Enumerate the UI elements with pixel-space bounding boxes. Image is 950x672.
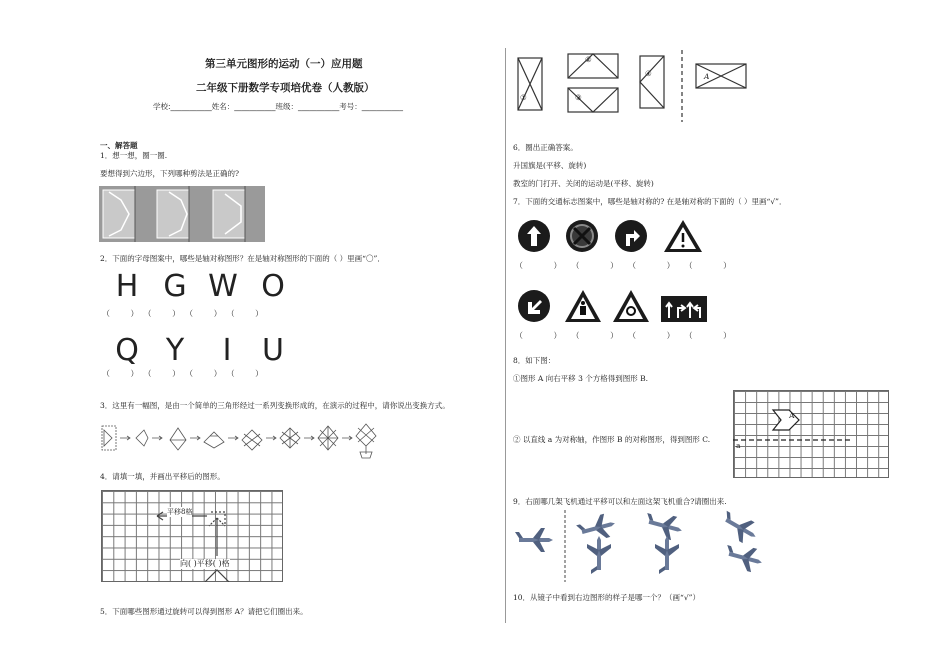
plane-option-6-icon <box>722 541 765 574</box>
grid-label-a-shape: A <box>789 411 795 420</box>
grid-label-axis-a: a <box>736 441 741 450</box>
letter-u: U <box>262 333 284 368</box>
plane-option-3-icon <box>642 510 685 542</box>
sign-left-down-arrow-icon <box>518 290 550 322</box>
triangle-transform-sequence <box>100 416 390 460</box>
symmetry-grid-figure <box>733 390 889 478</box>
letter-w: W <box>208 269 238 304</box>
student-info-line: 学校:___________姓名：___________班级：___________考号：___________ <box>153 102 404 111</box>
letter-y: Y <box>165 333 185 368</box>
rotation-rectangles <box>512 50 762 122</box>
question-1: 1．想一想，圈一圈. <box>100 151 168 160</box>
question-8-item1: ①图形 A 向右平移 3 个方格得到图形 B. <box>513 374 649 383</box>
question-2: 2．下面的字母图案中，哪些是轴对称图形？在是轴对称图形的下面的（ ）里画“〇”． <box>100 254 385 263</box>
rect-label-1: ① <box>520 93 527 102</box>
grid-label-translate-8: 平移8格 <box>167 508 193 516</box>
letter-o: O <box>261 269 285 304</box>
plane-option-4-icon <box>655 536 679 574</box>
rect-label-2: ② <box>585 55 592 64</box>
question-4: 4．请填一填，并画出平移后的图形。 <box>100 472 225 481</box>
fold-cut-figures <box>99 186 265 242</box>
question-8-item2: ② 以直线 a 为对称轴，作图形 B 的对称图形，得到图形 C. <box>513 435 711 444</box>
plane-option-2-icon <box>587 536 611 574</box>
worksheet-subtitle: 二年级下册数学专项培优卷（人教版） <box>196 82 375 94</box>
sign-answer-parens-row2[interactable]: （ ）（ ）（ ）（ ） <box>515 331 746 340</box>
plane-option-5-icon <box>717 510 762 547</box>
section-label: 一、解答题 <box>100 141 138 150</box>
letter-i: I <box>222 333 232 368</box>
answer-parens-row2[interactable]: （ ）（ ）（ ）（ ） <box>102 369 273 378</box>
question-3: 3．这里有一幅图，是由一个简单的三角形经过一系列变换形成的，在演示的过程中，请你说出变换方式。 <box>100 401 450 410</box>
rect-label-a: A <box>704 72 710 81</box>
column-divider <box>505 48 506 623</box>
question-10: 10．从镜子中看到右边图形的样子是哪一个？（画“√”） <box>513 593 700 602</box>
letter-h: H <box>115 269 139 304</box>
sign-answer-parens-row1[interactable]: （ ）（ ）（ ）（ ） <box>515 261 746 270</box>
question-9: 9．右面哪几架飞机通过平移可以和左面这架飞机重合?请圈出来. <box>513 497 727 506</box>
letter-g: G <box>163 269 187 304</box>
sign-straight-ahead-icon <box>518 220 550 252</box>
answer-parens-row1[interactable]: （ ）（ ）（ ）（ ） <box>102 309 273 318</box>
question-5: 5．下面哪些图形通过旋转可以得到图形 A？请把它们圈出来。 <box>100 607 308 616</box>
question-8: 8．如下图： <box>513 356 556 365</box>
planes-figure <box>513 510 773 582</box>
question-1-sub: 要想得到六边形，下列哪种剪法是正确的? <box>100 169 240 178</box>
plane-reference-icon <box>515 528 553 552</box>
question-7: 7．下面的交通标志图案中，哪些是轴对称的? 在是轴对称的下面的（ ）里画“√”． <box>513 197 787 206</box>
sign-no-stopping-icon <box>566 220 598 252</box>
rect-label-3: ③ <box>575 93 582 102</box>
sign-pedestrian-warning-icon <box>563 288 603 324</box>
rect-label-4: ④ <box>645 69 652 78</box>
question-6-line1[interactable]: 升国旗是(平移、旋转) <box>513 161 587 170</box>
question-6: 6．圈出正确答案。 <box>513 143 578 152</box>
sign-turn-right-icon <box>615 220 647 252</box>
sign-roundabout-warning-icon <box>611 288 651 324</box>
worksheet-title: 第三单元图形的运动（一）应用题 <box>205 58 363 70</box>
letter-q: Q <box>115 333 139 368</box>
grid-label-fill-direction[interactable]: 向( )平移( )格 <box>180 559 230 568</box>
sign-lane-directions-icon <box>661 296 707 322</box>
plane-option-1-icon <box>575 512 618 545</box>
sign-warning-icon <box>662 218 704 254</box>
question-6-line2[interactable]: 教室的门打开、关闭的运动是(平移、旋转) <box>513 179 654 188</box>
